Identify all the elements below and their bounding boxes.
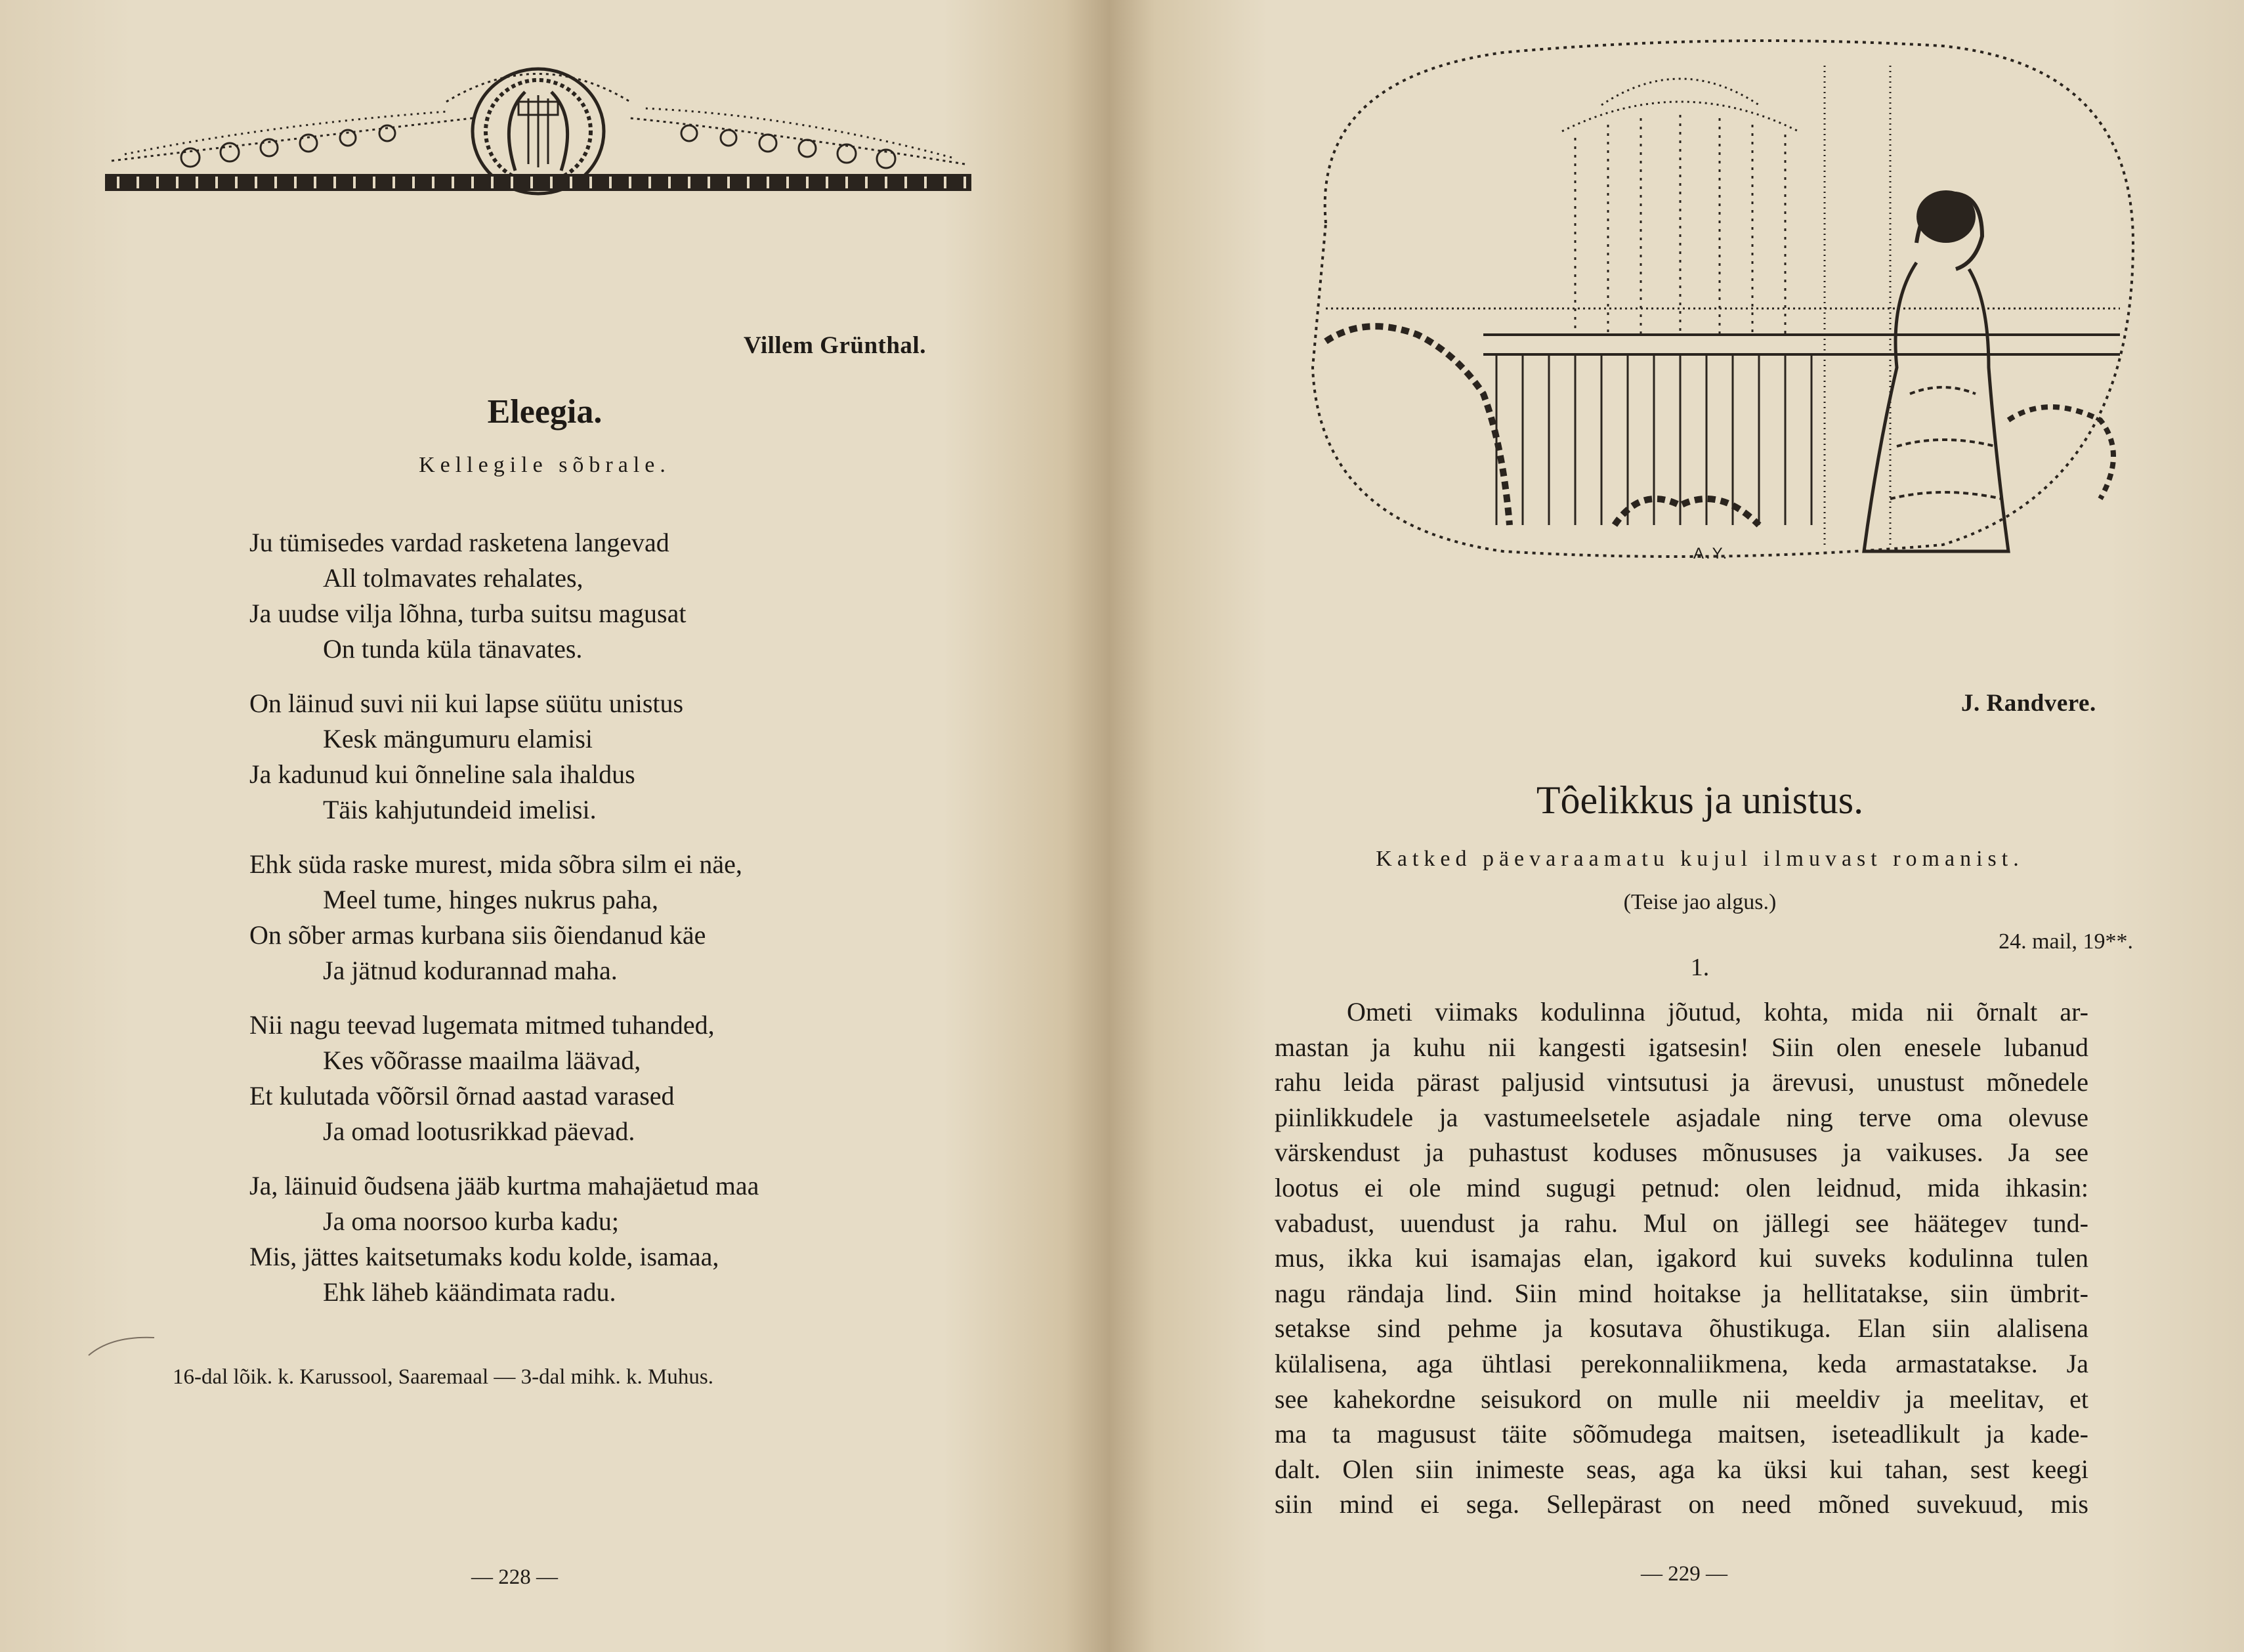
poem-line: Täis kahjutundeid imelisi. (323, 795, 597, 824)
poem-line: Mis, jättes kaitsetumaks kodu kolde, isamaa, (249, 1242, 719, 1271)
poem-body (249, 525, 906, 1329)
story-title: Tôelikkus ja unistus. (1536, 778, 1864, 822)
prose-line: nagu rändaja lind. Siin mind hoitakse ja hellitatakse, siin ümbrit- (1275, 1278, 2088, 1308)
footnote: 16-dal lõik. k. Karussool, Saaremaal — 3-dal mihk. k. Muhus. (173, 1365, 713, 1389)
prose-line: ma ta magusust täite sõõmudega maitsen, iseteadlikult ja kade- (1275, 1419, 2088, 1449)
stanza (249, 1007, 906, 1149)
prose-line: mus, ikka kui isamajas elan, igakord kui suveks kodulinna tulen (1275, 1243, 2088, 1273)
poem-line: Et kulutada võõrsil õrnad aastad varased (249, 1081, 675, 1111)
diary-date: 24. mail, 19**. (1999, 929, 2133, 954)
story-body (1275, 994, 2088, 1522)
story-subtitle: Katked päevaraamatu kujul ilmuvast romanist. (1376, 847, 2024, 871)
poem-title: Eleegia. (487, 393, 603, 431)
prose-line: see kahekordne seisukord on mulle nii meeldiv ja meelitav, et (1275, 1384, 2088, 1414)
right-page (1109, 0, 2244, 1652)
poem-line: On läinud suvi nii kui lapse süütu unistus (249, 688, 684, 718)
poem-line: All tolmavates rehalates, (323, 563, 583, 593)
page-number-right: — 229 — (1641, 1562, 1727, 1586)
prose-line: külalisena, aga ühtlasi perekonnaliikmena, keda armastatakse. Ja (1275, 1348, 2088, 1378)
garden-fountain-illustration (1286, 26, 2153, 571)
prose-line: rahu leida pärast paljusid vintsutusi ja ärevusi, unustust mõnedele (1275, 1067, 2088, 1097)
stanza (249, 525, 906, 667)
illustration-signature: A.Y. (1693, 545, 1729, 562)
stanza (249, 847, 906, 988)
poem-line: On sõber armas kurbana siis õiendanud käe (249, 920, 706, 950)
poem-line: Ehk süda raske murest, mida sõbra silm ei näe, (249, 849, 742, 879)
prose-line: lootus ei ole mind sugugi petnud: olen leidnud, mida ihkasin: (1275, 1172, 2088, 1202)
poem-dedication: Kellegile sõbrale. (419, 453, 671, 477)
section-number: 1. (1690, 954, 1710, 981)
prose-line: vabadust, uuendust ja rahu. Mul on jällegi see häätegev tund- (1275, 1208, 2088, 1238)
poem-line: On tunda küla tänavates. (323, 634, 583, 664)
prose-line: piinlikkudele ja vastumeelsetele asjadale ning terve oma olevuse (1275, 1102, 2088, 1132)
poem-line: Ja omad lootusrikkad päevad. (323, 1116, 635, 1146)
story-author: J. Randvere. (1961, 690, 2096, 717)
poem-line: Kesk mängumuru elamisi (323, 724, 593, 753)
stanza (249, 686, 906, 828)
poem-line: Ja jätnud kodurannad maha. (323, 956, 618, 985)
poem-line: Ja kadunud kui õnneline sala ihaldus (249, 759, 635, 789)
story-note: (Teise jao algus.) (1623, 890, 1777, 914)
pencil-mark (85, 1332, 158, 1359)
lyre-ornament-headpiece (105, 39, 971, 197)
poem-line: Ja, läinuid õudsena jääb kurtma mahajäetud maa (249, 1171, 759, 1200)
poem-line: Ja oma noorsoo kurba kadu; (323, 1206, 620, 1236)
prose-line: setakse sind pehme ja kosutava õhustikuga. Elan siin alalisena (1275, 1313, 2088, 1344)
poem-line: Kes võõrasse maailma läävad, (323, 1046, 641, 1075)
poem-line: Ehk läheb käändimata radu. (323, 1277, 616, 1307)
poem-author: Villem Grünthal. (744, 332, 926, 359)
stanza (249, 1168, 906, 1310)
poem-line: Ja uudse vilja lõhna, turba suitsu magusat (249, 599, 687, 628)
prose-line: dalt. Olen siin inimeste seas, aga ka üksi kui tahan, sest keegi (1275, 1454, 2088, 1484)
prose-line: mastan ja kuhu nii kangesti igatsesin! Siin olen enesele lubanud (1275, 1032, 2088, 1062)
poem-line: Meel tume, hinges nukrus paha, (323, 885, 658, 914)
prose-line: siin mind ei sega. Sellepärast on need mõned suvekuud, mis (1275, 1489, 2088, 1519)
prose-line: Ometi viimaks kodulinna jõutud, kohta, mida nii õrnalt ar- (1347, 997, 2088, 1027)
prose-line: värskendust ja puhastust koduses mõnususes ja vaikuses. Ja see (1275, 1137, 2088, 1168)
poem-line: Nii nagu teevad lugemata mitmed tuhanded, (249, 1010, 715, 1040)
poem-line: Ju tümisedes vardad rasketena langevad (249, 528, 669, 557)
page-number-left: — 228 — (471, 1565, 558, 1589)
left-page (0, 0, 1109, 1652)
